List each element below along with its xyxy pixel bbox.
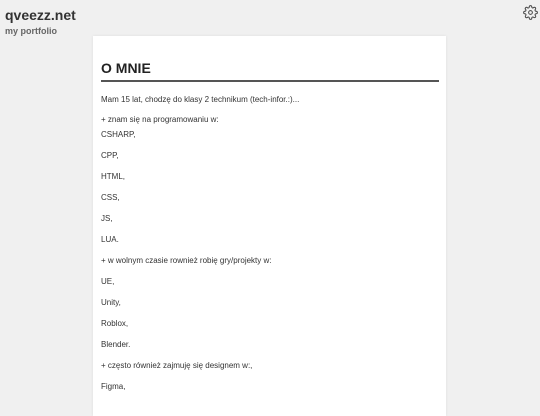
text-line: + znam się na programowaniu w:	[101, 115, 219, 124]
text-line: HTML,	[101, 172, 125, 181]
site-header	[5, 6, 76, 36]
text-line: Roblox,	[101, 319, 129, 328]
gear-icon[interactable]	[523, 5, 538, 20]
text-line: JS,	[101, 214, 113, 223]
text-line: Figma,	[101, 382, 126, 391]
site-title-link[interactable]: qveezz.net	[5, 7, 76, 23]
text-line: LUA.	[101, 235, 119, 244]
text-line: Mam 15 lat, chodzę do klasy 2 technikum (tech-infor.:)...	[101, 95, 300, 104]
text-line: Blender.	[101, 340, 131, 349]
text-line: UE,	[101, 277, 115, 286]
text-line: + często również zajmuję się designem w:,	[101, 361, 253, 370]
text-line: CSHARP,	[101, 130, 136, 139]
text-line: Unity,	[101, 298, 121, 307]
text-line: CPP,	[101, 151, 119, 160]
text-line: + w wolnym czasie rownież robię gry/projekty w:	[101, 256, 272, 265]
section-title: O MNIE	[101, 60, 439, 82]
text-line: CSS,	[101, 193, 120, 202]
about-card	[93, 36, 446, 416]
site-subtitle: my portfolio	[5, 26, 57, 36]
about-text	[101, 95, 439, 392]
